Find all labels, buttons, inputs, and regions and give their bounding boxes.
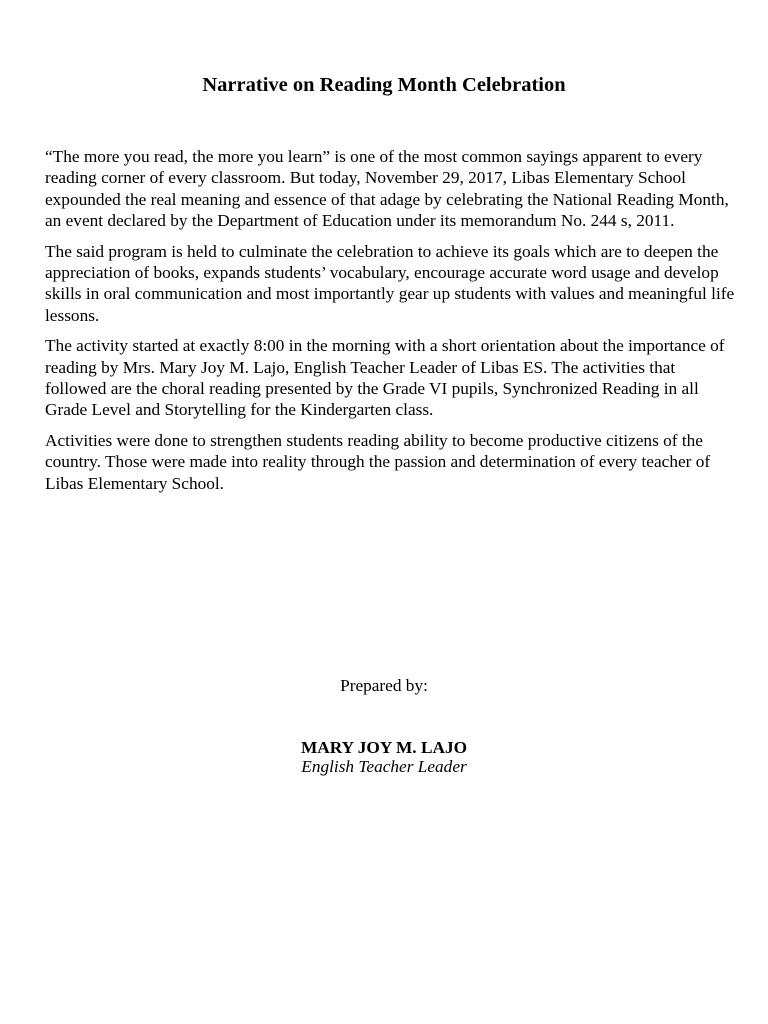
document-body [45,146,735,503]
prepared-by-label: Prepared by: [340,676,428,695]
signer-name: MARY JOY M. LAJO [300,738,468,757]
document-title: Narrative on Reading Month Celebration [202,74,566,96]
signer-role: English Teacher Leader [301,757,467,776]
paragraph-intro: “The more you read, the more you learn” is one of the most common sayings apparent to every reading corner of every classroom. But today, November 29, 2017, Libas Elementary School expounded the real meaning and essence of that adage by celebrating the National Reading Month, an event declared by the Department of Education under its memorandum No. 244 s, 2011. [45,147,729,230]
paragraph-conclusion: Activities were done to strengthen students reading ability to become productive citizens of the country. Those were made into reality through the passion and determination of every teacher of Libas Elementary School. [45,431,711,493]
paragraph-program-goals: The said program is held to culminate the celebration to achieve its goals which are to deepen the appreciation of books, expands students’ vocabulary, encourage accurate word usage and develop skills in oral communication and most importantly gear up students with values and meaningful life lessons. [45,241,735,325]
paragraph-activities: The activity started at exactly 8:00 in the morning with a short orientation about the importance of reading by Mrs. Mary Joy M. Lajo, English Teacher Leader of Libas ES. The activities that followed are the choral reading presented by the Grade VI pupils, Synchronized Reading in all Grade Level and Storytelling for the Kindergarten class. [45,336,725,420]
